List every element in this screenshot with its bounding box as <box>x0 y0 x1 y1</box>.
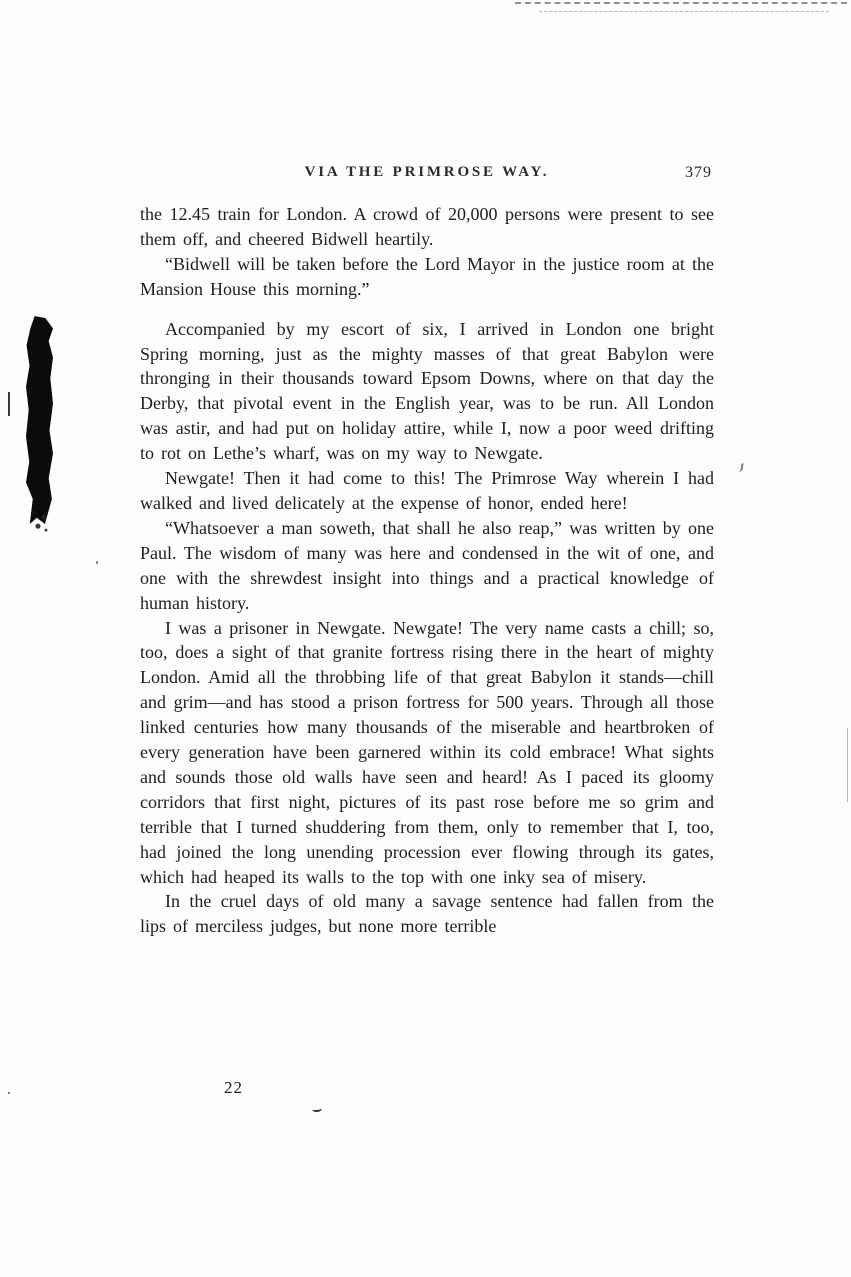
scan-artifact-dashed-line <box>515 2 847 4</box>
paragraph: Accompanied by my escort of six, I arrived in London one bright Spring morning, just as the mighty masses of that great Babylon were thronging in their thousands toward Epsom Downs, where on that day the Derby, that pivotal event in the English year, was to be run. All London was astir, and had put on holiday attire, while I, now a poor weed drifting to rot on Lethe’s wharf, was on my way to Newgate. <box>140 318 714 464</box>
paragraph: I was a prisoner in Newgate. Newgate! The very name casts a chill; so, too, does a sight of that granite fortress rising there in the heart of mighty London. Amid all the throbbing life of that great Babylon it stands—chill and grim—and has stood a prison fortress for 500 years. Through all those linked centuries how many thousands of the miserable and heartbroken of every generation have been garnered within its cold embrace! What sights and sounds those old walls have seen and heard! As I paced its gloomy corridors that first night, pictures of its past rose before me so grim and terrible that I turned shuddering from them, only to remember that I, too, had joined the long unending procession ever flowing through its gates, which had heaped its walls to the top with one inky sea of misery. <box>140 617 714 887</box>
body-text <box>140 202 714 939</box>
ink-smudge-artifact <box>26 316 53 524</box>
paragraph: “Whatsoever a man soweth, that shall he also reap,” was written by one Paul. The wisdom of many was here and condensed in the wit of one, and one with the shrewdest insight into things and a practical knowledge of human history. <box>140 517 714 613</box>
scan-artifact-dashed-line <box>539 11 829 12</box>
stray-mark-artifact <box>312 1105 323 1112</box>
running-header <box>140 164 714 184</box>
margin-tick-artifact <box>8 392 10 416</box>
paragraph: “Bidwell will be taken before the Lord Mayor in the justice room at the Mansion House this morning.” <box>140 253 714 299</box>
ink-smudge-speckles <box>30 508 50 534</box>
page-title: VIA THE PRIMROSE WAY. <box>304 164 550 180</box>
paragraph: the 12.45 train for London. A crowd of 20,000 persons were present to see them off, and cheered Bidwell heartily. <box>140 204 714 249</box>
edge-line-artifact <box>847 728 848 802</box>
speck-artifact <box>8 1092 10 1094</box>
signature-mark: 22 <box>224 1078 243 1097</box>
paragraph: Newgate! Then it had come to this! The Primrose Way wherein I had walked and lived delicately at the expense of honor, ended here! <box>140 468 714 513</box>
speck-artifact <box>96 561 98 564</box>
page-number: 379 <box>685 164 712 181</box>
stray-mark-artifact <box>736 463 743 473</box>
paragraph: In the cruel days of old many a savage sentence had fallen from the lips of merciless judges, but none more terrible <box>140 891 714 937</box>
